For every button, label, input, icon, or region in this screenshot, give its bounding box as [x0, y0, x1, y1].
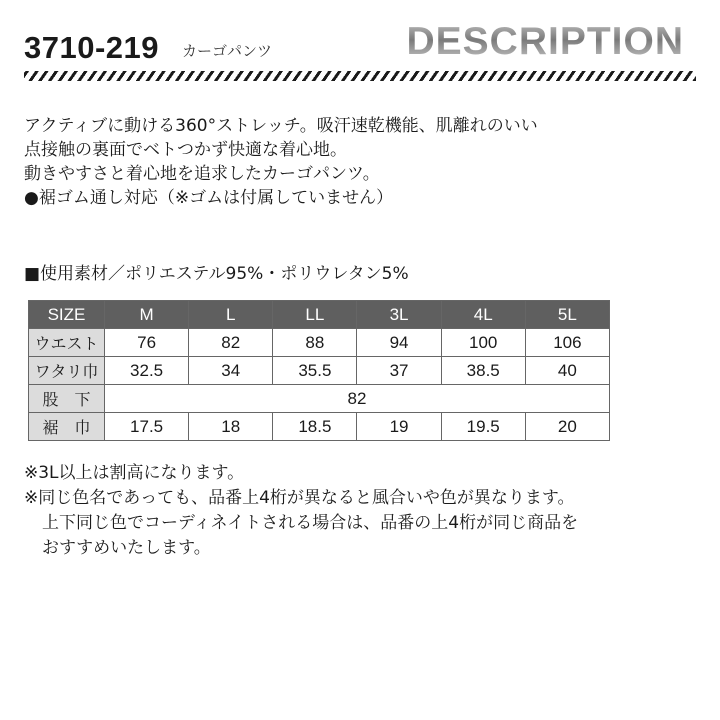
table-cell: 20	[525, 413, 609, 441]
product-code: 3710-219	[24, 30, 160, 65]
table-cell: 19	[357, 413, 441, 441]
row-label: ワタリ巾	[29, 357, 105, 385]
material-info: ■使用素材／ポリエステル95%・ポリウレタン5%	[24, 264, 409, 284]
table-cell: 18.5	[273, 413, 357, 441]
table-row-thigh-width	[29, 357, 610, 385]
table-cell-merged: 82	[105, 385, 610, 413]
size-header-row	[29, 301, 610, 329]
table-cell: 18	[189, 413, 273, 441]
product-description	[24, 114, 704, 210]
table-cell: 17.5	[105, 413, 189, 441]
table-cell: 94	[357, 329, 441, 357]
product-name: カーゴパンツ	[182, 42, 273, 60]
row-label: ウエスト	[29, 329, 105, 357]
row-label: 股 下	[29, 385, 105, 413]
description-line: アクティブに動ける360°ストレッチ。吸汗速乾機能、肌離れのいい	[24, 116, 538, 136]
size-column-header: 5L	[525, 301, 609, 329]
table-cell: 35.5	[273, 357, 357, 385]
table-cell: 19.5	[441, 413, 525, 441]
table-cell: 32.5	[105, 357, 189, 385]
table-cell: 106	[525, 329, 609, 357]
table-cell: 38.5	[441, 357, 525, 385]
table-cell: 76	[105, 329, 189, 357]
description-line: 点接触の裏面でベトつかず快適な着心地。	[24, 140, 347, 160]
table-row-hem-width	[29, 413, 610, 441]
size-column-header: 4L	[441, 301, 525, 329]
row-label: 裾 巾	[29, 413, 105, 441]
notes	[24, 461, 714, 561]
size-table	[28, 300, 610, 441]
note-line: ※同じ色名であっても、品番上4桁が異なると風合いや色が異なります。	[24, 488, 575, 508]
description-line: 動きやすさと着心地を追求したカーゴパンツ。	[24, 164, 380, 184]
hazard-stripe-divider	[24, 71, 696, 81]
table-cell: 100	[441, 329, 525, 357]
table-cell: 88	[273, 329, 357, 357]
table-cell: 34	[189, 357, 273, 385]
note-line: おすすめいたします。	[42, 538, 211, 558]
table-row-inseam	[29, 385, 610, 413]
note-line: 上下同じ色でコーディネイトされる場合は、品番の上4桁が同じ商品を	[42, 513, 579, 533]
size-column-header: M	[105, 301, 189, 329]
section-title: DESCRIPTION	[406, 20, 684, 63]
size-column-header: 3L	[357, 301, 441, 329]
table-cell: 37	[357, 357, 441, 385]
description-line: ●裾ゴム通し対応（※ゴムは付属していません）	[24, 188, 394, 208]
table-cell: 40	[525, 357, 609, 385]
size-column-header: L	[189, 301, 273, 329]
size-corner-cell: SIZE	[29, 301, 105, 329]
note-line: ※3L以上は割高になります。	[24, 463, 245, 483]
table-row-waist	[29, 329, 610, 357]
header	[0, 0, 720, 80]
table-cell: 82	[189, 329, 273, 357]
size-column-header: LL	[273, 301, 357, 329]
